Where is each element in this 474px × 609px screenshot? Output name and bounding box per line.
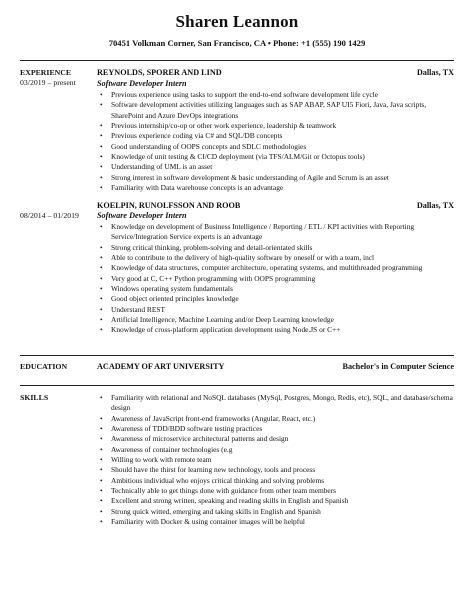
list-item: • Excellent and strong written, speaking and reading skills in English and Spanish bbox=[100, 496, 454, 506]
list-item: • Familiarity with Docker & using container images will be helpful bbox=[100, 517, 454, 527]
list-item: • Knowledge of unit testing & CI/CD deployment (via TFS/ALM/Git or Octopus tools) bbox=[100, 152, 454, 162]
skills-heading: SKILLS bbox=[20, 393, 49, 402]
list-item: • Familiarity with Data warehouse concepts is an advantage bbox=[100, 183, 454, 193]
education-heading: EDUCATION bbox=[20, 362, 68, 371]
section-divider bbox=[20, 60, 454, 61]
list-item: • Good understanding of OOPS concepts and SDLC methodologies bbox=[100, 142, 454, 152]
job-role: Software Developer Intern bbox=[97, 79, 187, 88]
job-location: Dallas, TX bbox=[416, 201, 454, 210]
list-item: • Artificial Intelligence, Machine Learning and/or Deep Learning knowledge bbox=[100, 315, 454, 325]
education-degree: Bachelor's in Computer Science bbox=[342, 362, 454, 371]
list-item: • Previous experience using tasks to support the end-to-end software development life cycle bbox=[100, 90, 454, 100]
list-item: • Should have the thirst for learning new technology, tools and process bbox=[100, 465, 454, 475]
section-divider bbox=[20, 385, 454, 386]
list-item: • Familiarity with relational and NoSQL databases (MySql, Postgres, Mongo, Redis, etc), SQL, and database/schema design bbox=[100, 393, 454, 414]
job-company: KOELPIN, RUNOLFSSON AND ROOB bbox=[97, 201, 241, 210]
list-item: • Understand REST bbox=[100, 305, 454, 315]
list-item: • Awareness of microservice architectural patterns and design bbox=[100, 434, 454, 444]
education-school: ACADEMY OF ART UNIVERSITY bbox=[97, 362, 225, 371]
job-bullets bbox=[100, 90, 454, 193]
job-dates: 08/2014 – 01/2019 bbox=[20, 211, 79, 220]
list-item: • Strong critical thinking, problem-solving and detail-orientated skills bbox=[100, 243, 454, 253]
list-item: • Strong quick witted, emerging and taking skills in English and Spanish bbox=[100, 507, 454, 517]
list-item: • Very good at C, C++ Python programming with OOPS programming bbox=[100, 274, 454, 284]
list-item: • Strong interest in software development & basic understanding of Agile and Scrum is an asset bbox=[100, 173, 454, 183]
list-item: • Able to contribute to the delivery of high-quality software by oneself or with a team, incl bbox=[100, 253, 454, 263]
list-item: • Knowledge of data structures, computer architecture, operating systems, and multithreaded programming bbox=[100, 263, 454, 273]
list-item: • Good object oriented principles knowledge bbox=[100, 294, 454, 304]
job-company: REYNOLDS, SPORER AND LIND bbox=[97, 68, 222, 77]
list-item: • Awareness of JavaScript front-end frameworks (Angular, React, etc.) bbox=[100, 414, 454, 424]
list-item: • Willing to work with remote team bbox=[100, 455, 454, 465]
list-item: • Software development activities utilizing languages such as SAP ABAP, SAP UI5 Fiori, Java, Java scripts, SharePoint and Azure DevOps integrations bbox=[100, 100, 454, 121]
section-divider bbox=[20, 355, 454, 356]
list-item: • Understanding of UML is an asset bbox=[100, 162, 454, 172]
contact-line: 70451 Volkman Corner, San Francisco, CA • Phone: +1 (555) 190 1429 bbox=[108, 38, 366, 48]
resume-name: Sharen Leannon bbox=[175, 12, 299, 31]
list-item: • Awareness of container technologies (e.g bbox=[100, 445, 454, 455]
list-item: • Awareness of TDD/BDD software testing practices bbox=[100, 424, 454, 434]
job-location: Dallas, TX bbox=[416, 68, 454, 77]
job-role: Software Developer Intern bbox=[97, 211, 187, 220]
list-item: • Previous internship/co-op or other work experience, leadership & teamwork bbox=[100, 121, 454, 131]
list-item: • Ambitious individual who enjoys critical thinking and solving problems bbox=[100, 476, 454, 486]
list-item: • Previous experience coding via C# and SQL/DB concepts bbox=[100, 131, 454, 141]
job-dates: 03/2019 – present bbox=[20, 78, 76, 87]
skills-bullets bbox=[100, 393, 454, 527]
experience-heading: EXPERIENCE bbox=[20, 68, 72, 77]
list-item: • Windows operating system fundamentals bbox=[100, 284, 454, 294]
job-bullets bbox=[100, 222, 454, 336]
list-item: • Technically able to get things done with guidance from other team members bbox=[100, 486, 454, 496]
list-item: • Knowledge on development of Business Intelligence / Reporting / ETL / KPI activities with Reporting Service/Integration Service experts is an advantage bbox=[100, 222, 454, 243]
list-item: • Knowledge of cross-platform application development using Node.JS or C++ bbox=[100, 325, 454, 335]
